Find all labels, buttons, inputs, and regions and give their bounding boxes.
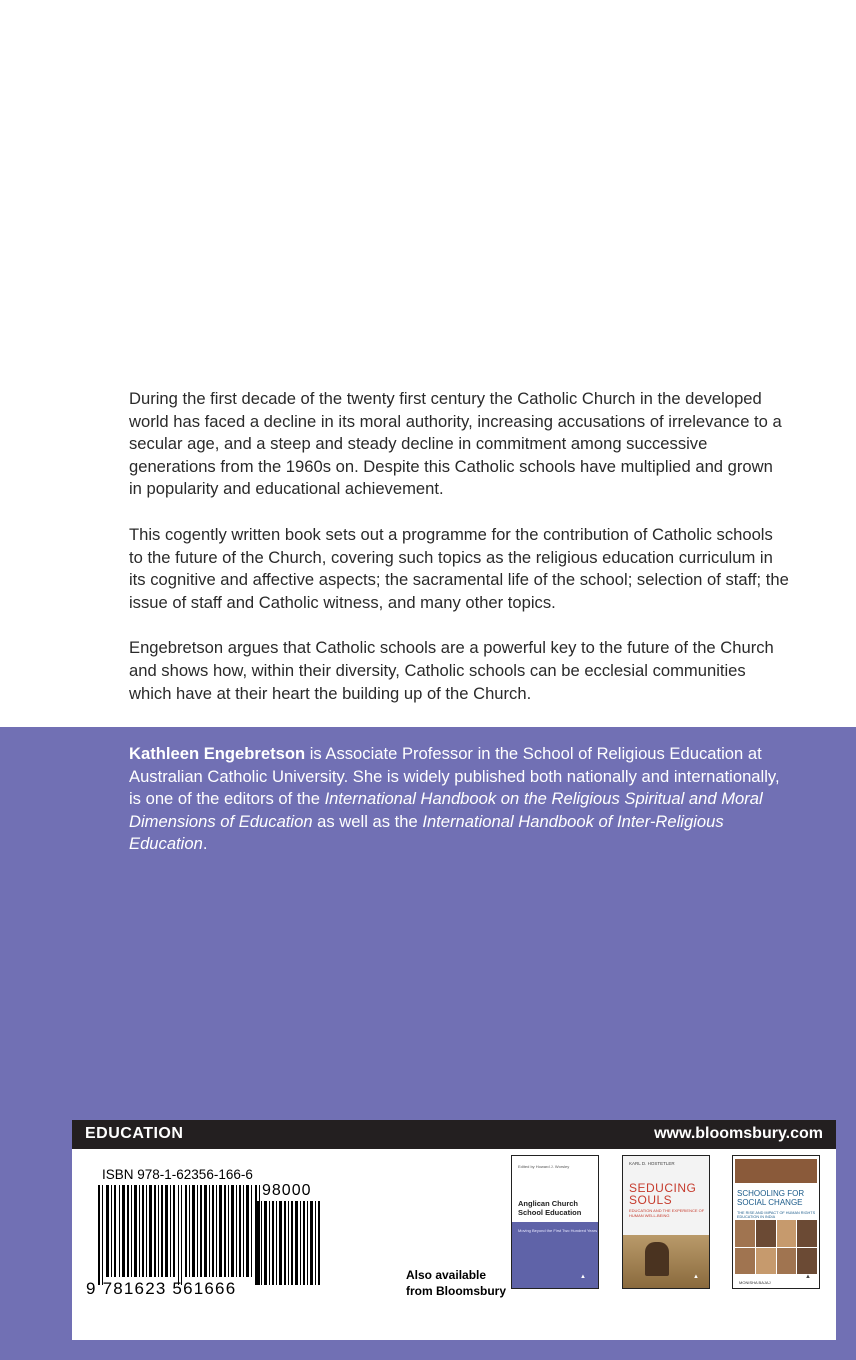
price-code: 98000 <box>262 1182 312 1199</box>
cover-photo-strip <box>735 1159 817 1183</box>
barcode-panel <box>72 1120 836 1340</box>
author-name: Kathleen Engebretson <box>129 744 306 763</box>
isbn-label: ISBN 978-1-62356-166-6 <box>102 1167 253 1182</box>
publisher-logo-icon: ▲ <box>580 1274 586 1280</box>
bio-book-title-1: International Handbook on the Religious Spiritual and Moral Dimensions of Education <box>129 789 763 831</box>
related-book-1-editor: Edited by Howard J. Worsley <box>518 1164 570 1169</box>
bio-text-1: is Associate Professor in the School of Religious Education at Australian Catholic University. She is widely published both nationally and internationally, is one of the editors of the <box>129 744 780 809</box>
related-book-3-subtitle: THE RISE AND IMPACT OF HUMAN RIGHTS EDUCATION IN INDIA <box>737 1211 816 1219</box>
blurb-paragraph-2: This cogently written book sets out a programme for the contribution of Catholic schools to the future of the Church, covering such topics as the religious education curriculum in its cognitive and affective aspects; the sacramental life of the school; selection of staff; the issue of staff and Catholic witness, and many other topics. <box>129 524 789 612</box>
related-book-2-subtitle: EDUCATION AND THE EXPERIENCE OF HUMAN WELL-BEING <box>629 1208 705 1218</box>
related-book-2 <box>622 1155 710 1289</box>
publisher-logo-icon: ▲ <box>693 1274 699 1280</box>
also-available-label: Also available from Bloomsbury <box>406 1268 507 1298</box>
publisher-url: www.bloomsbury.com <box>654 1125 823 1142</box>
related-book-2-title: SEDUCING SOULS <box>629 1181 697 1207</box>
related-book-1-subtitle: Moving Beyond the First Two Hundred Years <box>518 1228 598 1233</box>
related-book-1-title: Anglican Church School Education <box>518 1199 582 1217</box>
author-bio <box>129 743 789 856</box>
price-barcode <box>257 1201 323 1285</box>
bio-book-title-2: International Handbook of Inter-Religious Education <box>129 811 724 854</box>
ean-digits: 9 781623 561666 <box>86 1279 237 1298</box>
blurb-paragraph-3: Engebretson argues that Catholic schools are a powerful key to the future of the Church and shows how, within their diversity, Catholic schools can be ecclesial communities which have at their heart the building up of the Church. <box>129 638 774 703</box>
related-book-1 <box>511 1155 599 1289</box>
category-label: EDUCATION <box>85 1125 184 1142</box>
related-book-3 <box>732 1155 820 1289</box>
related-book-2-author: KARL D. HOSTETLER <box>629 1161 675 1166</box>
ean-barcode <box>98 1185 264 1285</box>
blurb-paragraph-1: During the first decade of the twenty first century the Catholic Church in the developed world has faced a decline in its moral authority, increasing accusations of irrelevance to a secular age, and a steep and steady decline in commitment among successive generations from the 1960s on. Despite this Catholic schools have multiplied and grown in popularity and educational achievement. <box>129 389 782 499</box>
cover-photo-child <box>645 1242 669 1276</box>
author-bio-panel <box>0 727 856 1360</box>
back-cover-blurb <box>129 388 789 728</box>
bio-text-2: as well as the <box>312 811 423 831</box>
related-book-3-title: SCHOOLING FOR SOCIAL CHANGE <box>737 1189 805 1207</box>
cover-photo-grid <box>735 1220 817 1274</box>
bio-text-3: . <box>202 834 208 854</box>
publisher-logo-icon: ▲ <box>805 1274 811 1280</box>
category-bar <box>72 1120 836 1149</box>
related-book-3-author: MONISHA BAJAJ <box>739 1280 771 1285</box>
